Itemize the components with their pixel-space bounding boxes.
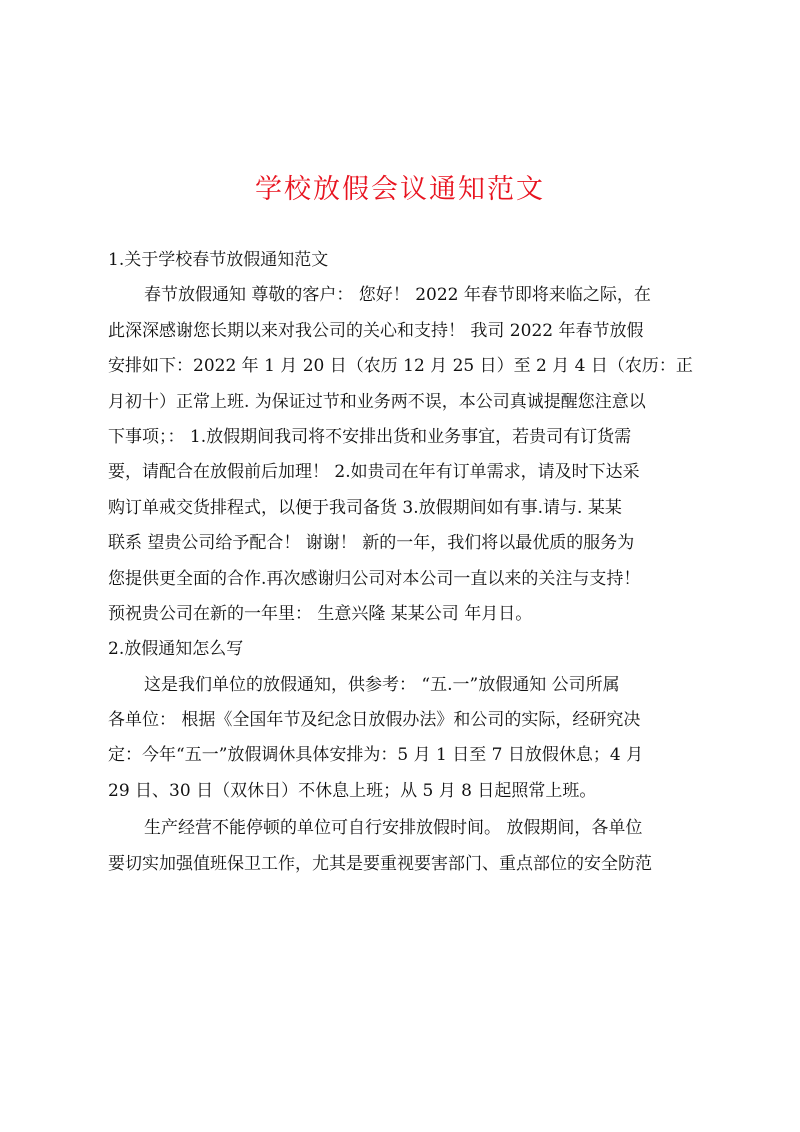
paragraph-line: 您提供更全面的合作.再次感谢归公司对本公司一直以来的关注与支持！: [108, 568, 641, 589]
paragraph-line: 要切实加强值班保卫工作，尤其是要重视要害部门、重点部位的安全防范: [108, 853, 652, 874]
paragraph-line: 要，请配合在放假前后加理！ 2.如贵司在年有订单需求，请及时下达采: [108, 462, 640, 483]
paragraph-line: 这是我们单位的放假通知，供参考： “五.一”放假通知 公司所属: [144, 674, 620, 695]
paragraph-line: 生产经营不能停顿的单位可自行安排放假时间。 放假期间，各单位: [144, 818, 643, 839]
section-heading: 2.放假通知怎么写: [108, 639, 244, 660]
section-heading: 1.关于学校春节放假通知范文: [108, 250, 329, 270]
paragraph-line: 各单位： 根据《全国年节及纪念日放假办法》和公司的实际，经研究决: [108, 710, 641, 731]
paragraph-line: 定：今年“五一”放假调休具体安排为：5 月 1 日至 7 日放假休息；4 月: [108, 745, 644, 766]
paragraph-line: 安排如下：2022 年 1 月 20 日（农历 12 月 25 日）至 2 月 4 日（农历：正: [108, 356, 693, 377]
paragraph-line: 下事项；： 1.放假期间我司将不安排出货和业务事宜，若贵司有订货需: [108, 426, 632, 447]
paragraph-line: 预祝贵公司在新的一年里： 生意兴隆 某某公司 年月日。: [108, 603, 533, 624]
paragraph-line: 月初十）正常上班. 为保证过节和业务两不误，本公司真诚提醒您注意以: [108, 391, 646, 412]
paragraph-line: 购订单戒交货排程式，以便于我司备货 3.放假期间如有事.请与. 某某: [108, 497, 622, 518]
paragraph-line: 此深深感谢您长期以来对我公司的关心和支持！ 我司 2022 年春节放假: [108, 320, 644, 341]
paragraph-line: 29 日、30 日（双休日）不休息上班；从 5 月 8 日起照常上班。: [108, 780, 597, 801]
paragraph-line: 联系 望贵公司给予配合！ 谢谢！ 新的一年，我们将以最优质的服务为: [108, 533, 635, 554]
document-body: [108, 243, 704, 882]
paragraph-line: 春节放假通知 尊敬的客户： 您好！ 2022 年春节即将来临之际，在: [144, 285, 651, 306]
document-title: 学校放假会议通知范文: [255, 174, 545, 205]
